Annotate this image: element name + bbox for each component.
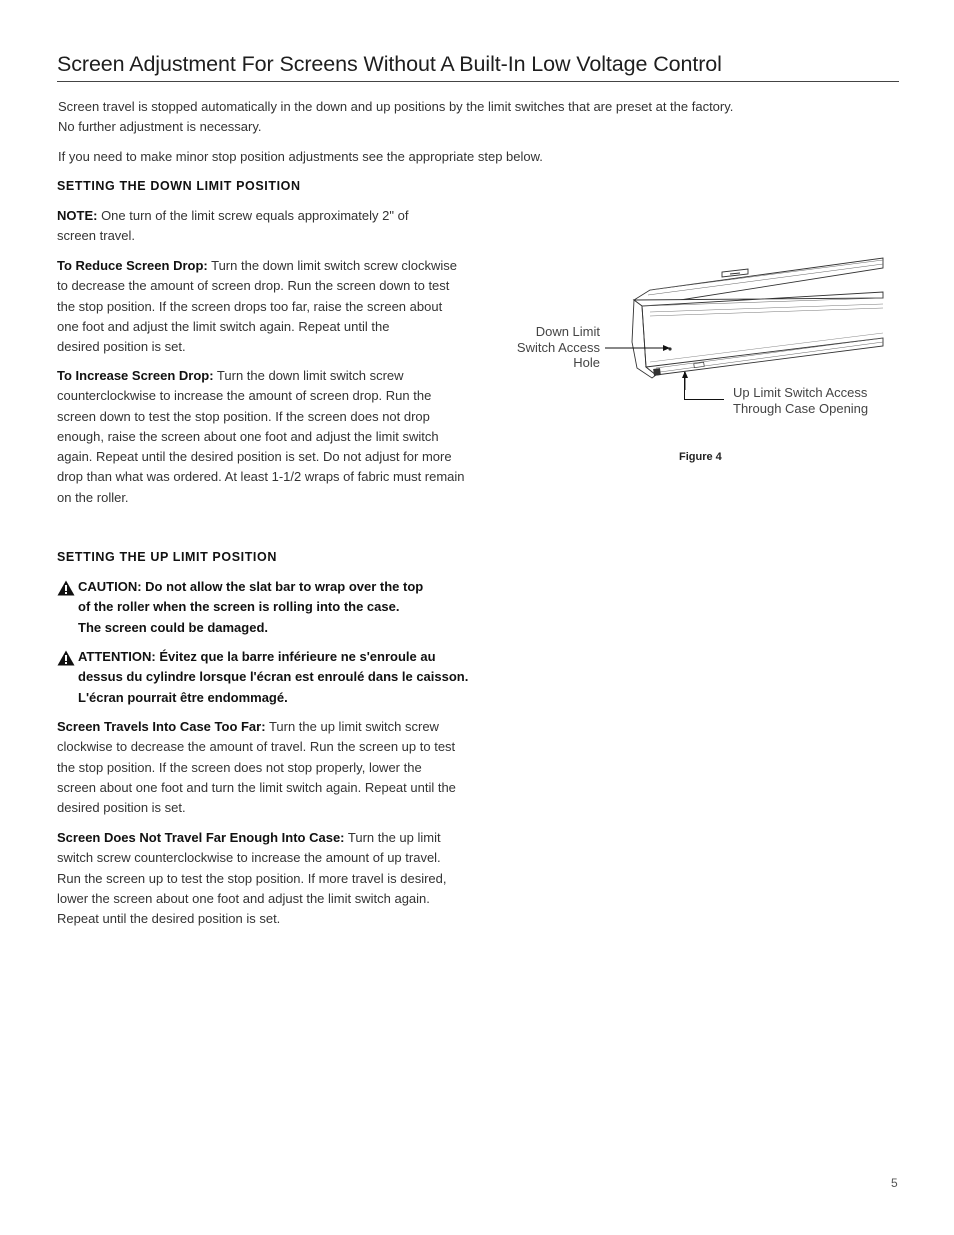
- travels-too-far-paragraph: [57, 717, 487, 818]
- reduce-drop-line: to decrease the amount of screen drop. Run the screen down to test: [57, 278, 450, 294]
- increase-drop-line: drop than what was ordered. At least 1-1/2 wraps of fabric must remain: [57, 469, 465, 485]
- up-limit-leader-vertical: [684, 372, 685, 400]
- travels-too-far-line: the stop position. If the screen does not stop properly, lower the: [57, 759, 422, 775]
- note-text-line-2: screen travel.: [57, 228, 136, 244]
- caution-line: The screen could be damaged.: [78, 619, 268, 635]
- down-limit-callout: [480, 324, 600, 371]
- up-limit-leader-horizontal: [684, 399, 724, 400]
- down-limit-callout-line: Down Limit: [535, 324, 600, 339]
- increase-drop-line: Turn the down limit switch screw: [213, 368, 404, 383]
- travels-too-far-line: screen about one foot and turn the limit switch again. Repeat until the: [57, 779, 456, 795]
- attention-line: dessus du cylindre lorsque l'écran est enroulé dans le caisson.: [78, 669, 469, 685]
- reduce-drop-line: desired position is set.: [57, 339, 186, 355]
- attention-line: L'écran pourrait être endommagé.: [78, 689, 288, 705]
- down-limit-callout-line: Hole: [573, 355, 600, 370]
- increase-drop-line: enough, raise the screen about one foot and adjust the limit switch: [57, 428, 439, 444]
- up-limit-callout-line: Up Limit Switch Access: [733, 385, 868, 400]
- increase-drop-line: again. Repeat until the desired position is set. Do not adjust for more: [57, 449, 452, 465]
- screen-case-illustration: [590, 250, 890, 390]
- note-text-line-1: One turn of the limit screw equals approximately 2" of: [97, 208, 409, 223]
- reduce-drop-line: the stop position. If the screen drops too far, raise the screen about: [57, 298, 443, 314]
- intro-line-1: Screen travel is stopped automatically in the down and up positions by the limit switches that are preset at the factory.: [58, 99, 734, 114]
- travels-too-far-line: desired position is set.: [57, 800, 186, 816]
- reduce-drop-line: one foot and adjust the limit switch again. Repeat until the: [57, 318, 390, 334]
- reduce-drop-label: To Reduce Screen Drop:: [57, 258, 208, 273]
- intro-line-2: No further adjustment is necessary.: [58, 119, 262, 135]
- note-label: NOTE:: [57, 208, 98, 223]
- not-far-enough-line: lower the screen about one foot and adjust the limit switch again.: [57, 890, 430, 906]
- increase-drop-line: screen down to test the stop position. If the screen does not drop: [57, 408, 430, 424]
- title-divider: [57, 81, 899, 82]
- not-far-enough-line: switch screw counterclockwise to increase the amount of up travel.: [57, 850, 441, 866]
- down-limit-heading: SETTING THE DOWN LIMIT POSITION: [57, 179, 301, 193]
- down-limit-callout-line: Switch Access: [516, 339, 600, 355]
- reduce-drop-paragraph: [57, 256, 477, 357]
- warning-icon: [57, 650, 75, 666]
- not-far-enough-label: Screen Does Not Travel Far Enough Into Case:: [57, 830, 345, 845]
- intro-paragraph-2: If you need to make minor stop position adjustments see the appropriate step below.: [58, 149, 543, 164]
- not-far-enough-line: Turn the up limit: [344, 830, 441, 845]
- increase-drop-line: counterclockwise to increase the amount of screen drop. Run the: [57, 388, 432, 404]
- not-far-enough-line: Run the screen up to test the stop position. If more travel is desired,: [57, 870, 447, 886]
- attention-block: [57, 647, 487, 708]
- reduce-drop-line: Turn the down limit switch screw clockwise: [207, 258, 457, 273]
- page-title: Screen Adjustment For Screens Without A Built-In Low Voltage Control: [57, 52, 722, 76]
- up-limit-callout: [733, 385, 903, 416]
- travels-too-far-label: Screen Travels Into Case Too Far:: [57, 719, 266, 734]
- increase-drop-line: on the roller.: [57, 489, 129, 505]
- travels-too-far-line: clockwise to decrease the amount of travel. Run the screen up to test: [57, 739, 456, 755]
- increase-drop-paragraph: [57, 366, 487, 508]
- not-far-enough-paragraph: [57, 828, 487, 929]
- up-limit-heading: SETTING THE UP LIMIT POSITION: [57, 550, 277, 564]
- page-number: 5: [891, 1176, 898, 1190]
- travels-too-far-line: Turn the up limit switch screw: [265, 719, 439, 734]
- figure-caption: Figure 4: [679, 451, 722, 463]
- not-far-enough-line: Repeat until the desired position is set.: [57, 911, 281, 927]
- increase-drop-label: To Increase Screen Drop:: [57, 368, 214, 383]
- caution-line: of the roller when the screen is rolling into the case.: [78, 599, 400, 615]
- caution-line: CAUTION: Do not allow the slat bar to wrap over the top: [78, 579, 424, 594]
- intro-paragraph: [58, 97, 858, 138]
- up-limit-callout-line: Through Case Opening: [733, 400, 869, 416]
- warning-icon: [57, 580, 75, 596]
- note-paragraph: [57, 206, 477, 247]
- caution-block: [57, 577, 487, 638]
- attention-line: ATTENTION: Évitez que la barre inférieure ne s'enroule au: [78, 649, 436, 664]
